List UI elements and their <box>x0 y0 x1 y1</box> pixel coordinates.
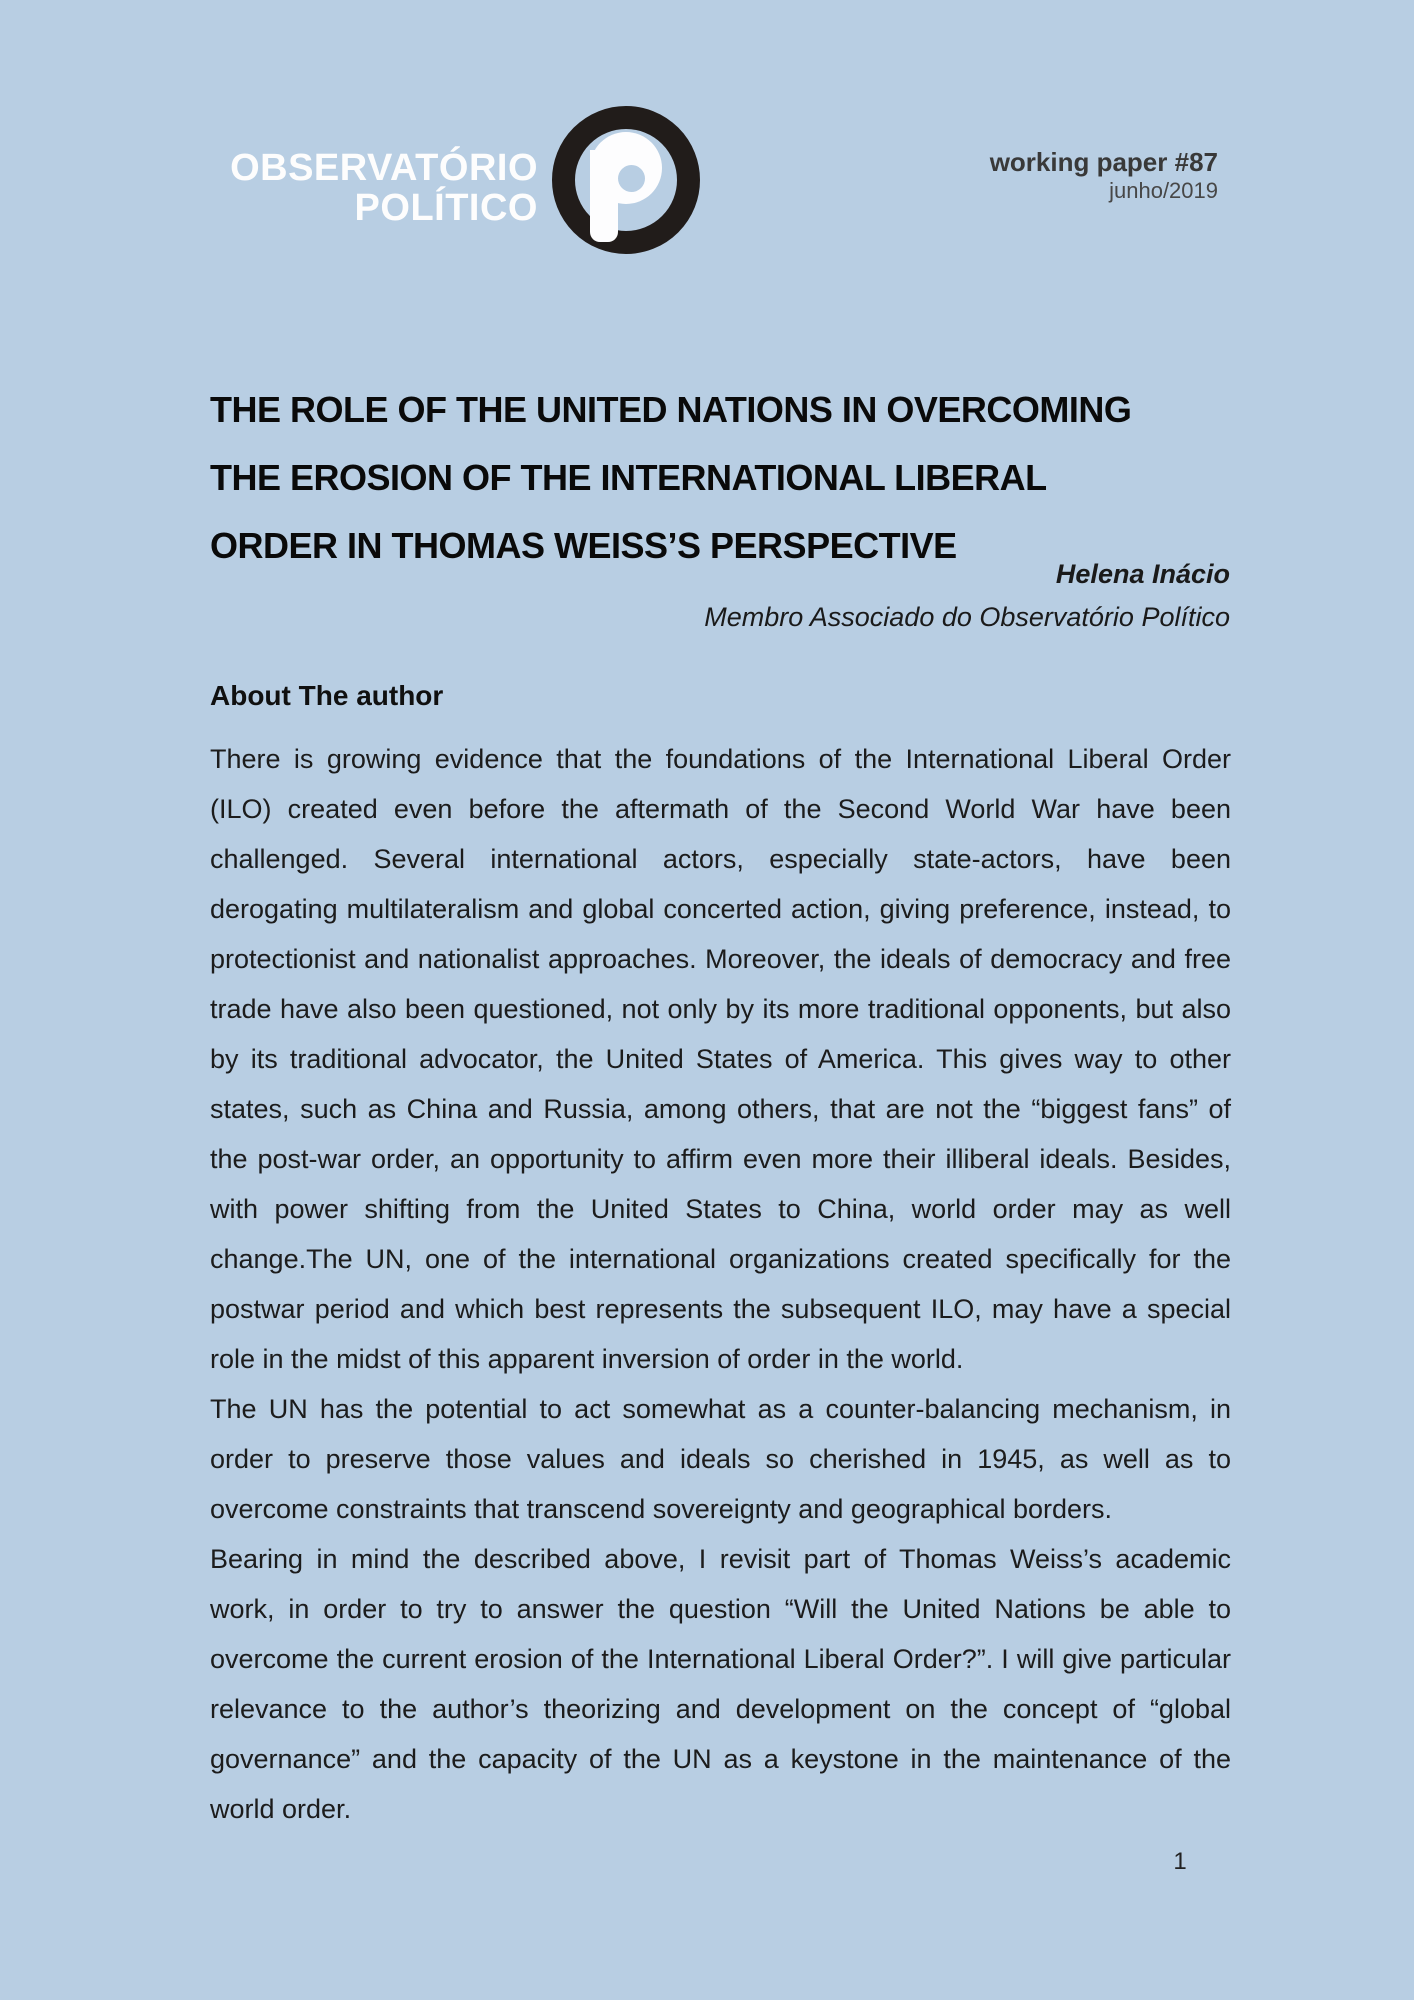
logo-wordmark-line1: OBSERVATÓRIO <box>230 147 538 189</box>
body-paragraph-2: The UN has the potential to act somewhat as a counter-balancing mechanism, in order to preserve those values and ideals so cherished in 1945, as well as to overcome constraints that transcend sovereignty and geographical borders. <box>210 1394 1231 1524</box>
title-line-2: THE EROSION OF THE INTERNATIONAL LIBERAL <box>210 457 1047 498</box>
section-heading: About The author <box>210 680 444 711</box>
logo-wordmark <box>230 148 538 228</box>
logo-p-hole-shape <box>618 165 645 192</box>
logo-p-bowl-shape <box>590 132 662 204</box>
body-paragraph-1: There is growing evidence that the foundations of the International Liberal Order (ILO) created even before the aftermath of the Second World War have been challenged. Several international actors, especially state-actors, have been derogating multilateralism and global concerted action, giving preference, instead, to protectionist and nationalist approaches. Moreover, the ideals of democracy and free trade have also been questioned, not only by its more traditional opponents, but also by its traditional advocator, the United States of America. This gives way to other states, such as China and Russia, among others, that are not the “biggest fans” of the post-war order, an opportunity to affirm even more their illiberal ideals. Besides, with power shifting from the United States to China, world order may as well change.The UN, one of the international organizations created specifically for the postwar period and which best represents the subsequent ILO, may have a special role in the midst of this apparent inversion of order in the world. <box>210 744 1231 1374</box>
body-text <box>210 734 1231 1834</box>
page-title <box>210 376 1210 580</box>
title-line-1: THE ROLE OF THE UNITED NATIONS IN OVERCOMING <box>210 389 1132 430</box>
body-paragraph-3: Bearing in mind the described above, I revisit part of Thomas Weiss’s academic work, in order to try to answer the question “Will the United Nations be able to overcome the current erosion of the International Liberal Order?”. I will give particular relevance to the author’s theorizing and development on the concept of “global governance” and the capacity of the UN as a keystone in the maintenance of the world order. <box>210 1544 1231 1824</box>
working-paper-label: working paper #87 <box>989 147 1218 177</box>
meta-block <box>990 146 1218 204</box>
logo-wordmark-line2: POLÍTICO <box>354 187 538 229</box>
author-affiliation: Membro Associado do Observatório Político <box>704 602 1230 632</box>
byline <box>704 552 1230 638</box>
issue-date: junho/2019 <box>1109 178 1218 203</box>
page-number: 1 <box>1173 1848 1187 1875</box>
observatorio-politico-logo-icon <box>552 106 700 254</box>
title-line-3: ORDER IN THOMAS WEISS’S PERSPECTIVE <box>210 525 957 566</box>
author-name: Helena Inácio <box>1055 559 1230 589</box>
